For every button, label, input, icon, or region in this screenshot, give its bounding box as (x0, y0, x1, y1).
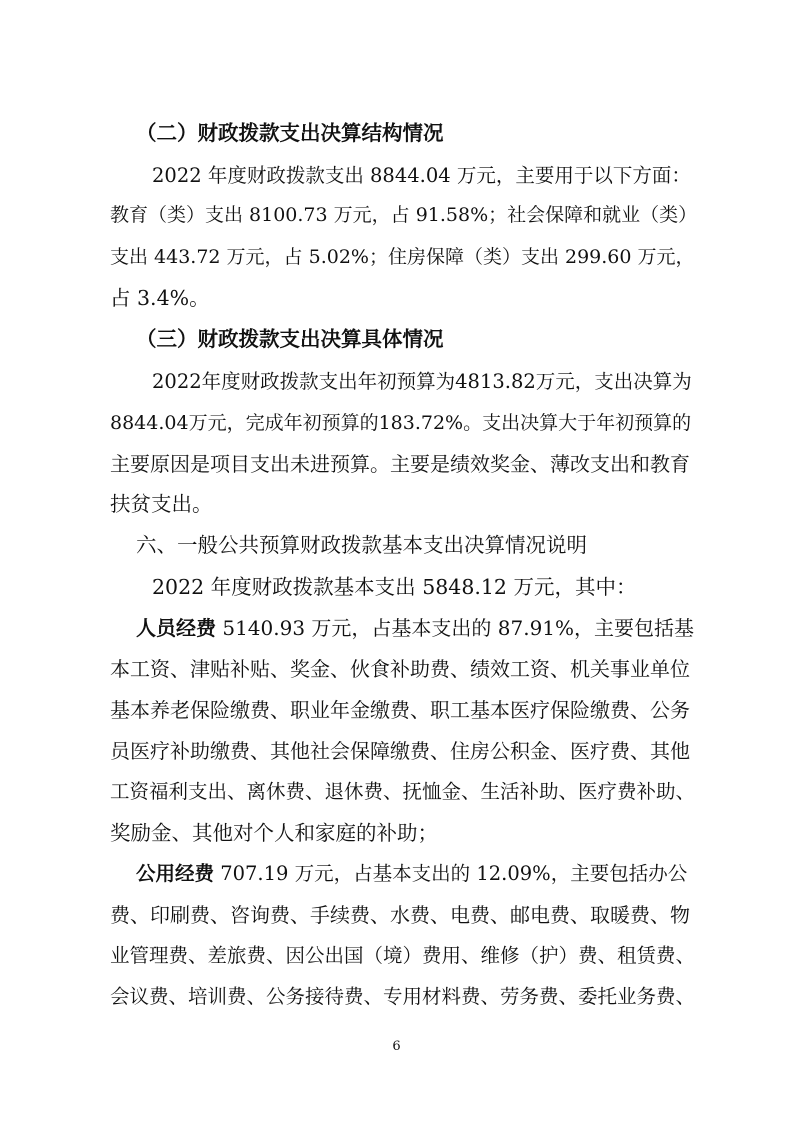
paragraph-line: 工资福利支出、离休费、退休费、抚恤金、生活补助、医疗费补助、 (110, 780, 696, 803)
paragraph-line: 奖励金、其他对个人和家庭的补助； (110, 821, 438, 845)
paragraph-line: 业管理费、差旅费、因公出国（境）费用、维修（护）费、租赁费、 (110, 944, 696, 967)
paragraph-line: 基本养老保险缴费、职业年金缴费、职工基本医疗保险缴费、公务 (110, 698, 690, 722)
page-number: 6 (392, 1039, 401, 1054)
paragraph-line: 8844.04万元，完成年初预算的183.72%。支出决算大于年初预算的 (110, 412, 692, 434)
paragraph-line: 本工资、津贴补贴、奖金、伙食补助费、绩效工资、机关事业单位 (110, 657, 690, 681)
section-heading-2: （二）财政拨款支出决算结构情况 (136, 121, 444, 145)
section-heading-6: 六、一般公共预算财政拨款基本支出决算情况说明 (136, 533, 587, 557)
paragraph-line: 占 3.4%。 (110, 286, 210, 310)
paragraph-line: 员医疗补助缴费、其他社会保障缴费、住房公积金、医疗费、其他 (110, 739, 690, 763)
personnel-expense-label: 人员经费 (136, 616, 216, 640)
paragraph-line: 会议费、培训费、公务接待费、专用材料费、劳务费、委托业务费、 (110, 985, 696, 1008)
public-expense-label: 公用经费 (136, 862, 215, 885)
paragraph-line: 支出 443.72 万元，占 5.02%；住房保障（类）支出 299.60 万元， (110, 246, 695, 268)
paragraph-line: 主要原因是项目支出未进预算。主要是绩效奖金、薄改支出和教育 (110, 452, 690, 476)
paragraph-line: 人员经费 5140.93 万元，占基本支出的 87.91%，主要包括基 (136, 616, 695, 640)
paragraph-line: 2022 年度财政拨款基本支出 5848.12 万元，其中： (152, 575, 637, 599)
paragraph-line: 费、印刷费、咨询费、手续费、水费、电费、邮电费、取暖费、物 (110, 903, 690, 927)
paragraph-line: 扶贫支出。 (110, 492, 213, 516)
paragraph-line: 教育（类）支出 8100.73 万元，占 91.58%；社会保障和就业（类） (110, 204, 698, 226)
paragraph-line: 公用经费 707.19 万元，占基本支出的 12.09%，主要包括办公 (136, 862, 688, 885)
section-heading-3: （三）财政拨款支出决算具体情况 (136, 327, 444, 351)
paragraph-line: 2022 年度财政拨款支出 8844.04 万元，主要用于以下方面： (152, 164, 691, 187)
paragraph-line: 2022年度财政拨款支出年初预算为4813.82万元，支出决算为 (152, 370, 692, 393)
